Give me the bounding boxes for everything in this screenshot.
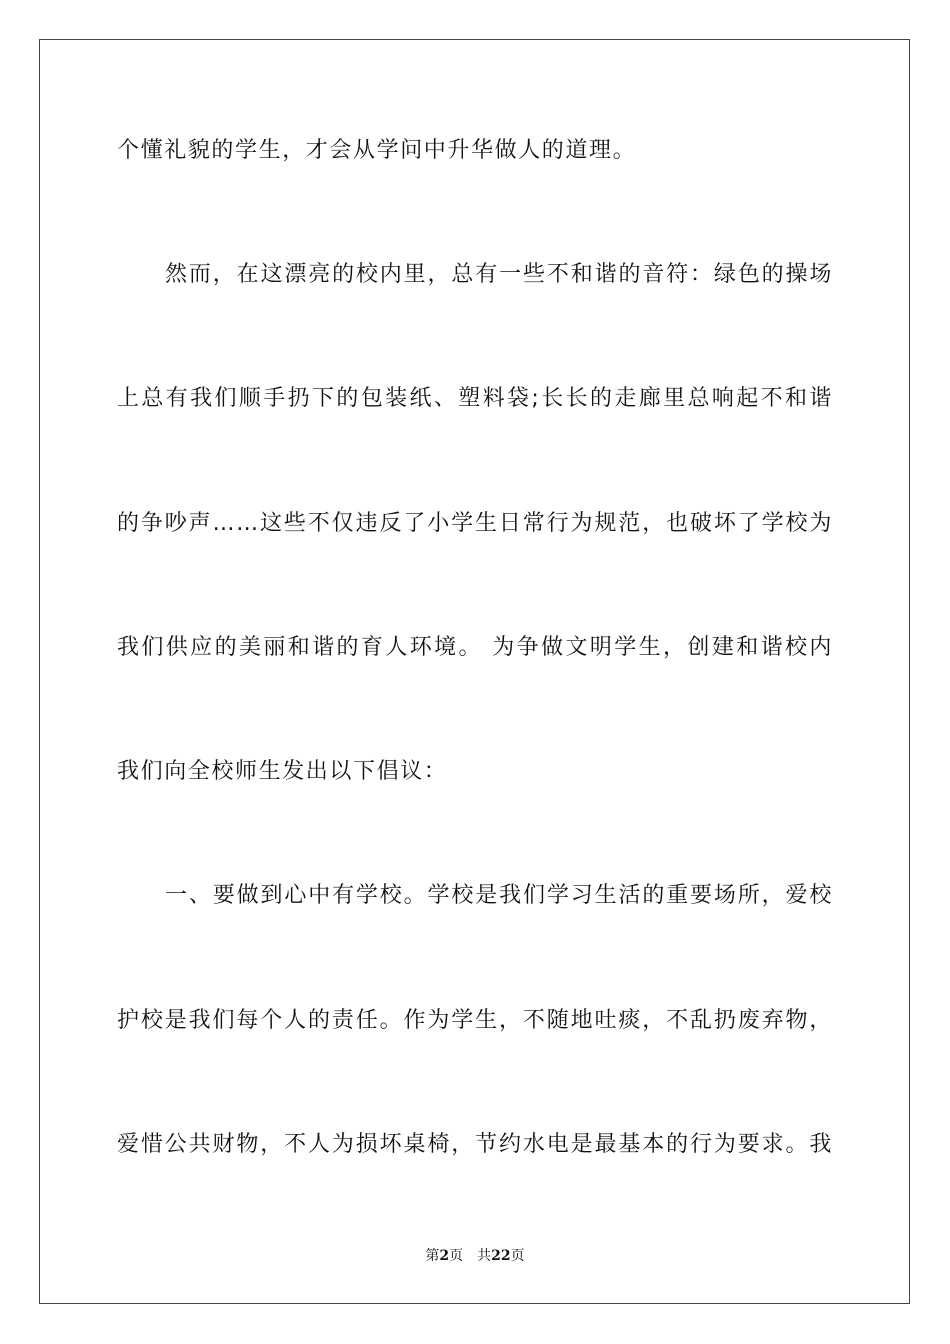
page-border (39, 39, 910, 1304)
text-line: 个懂礼貌的学生，才会从学问中升华做人的道理。 (117, 138, 637, 163)
total-prefix: 共 (477, 1248, 492, 1264)
total-suffix: 页 (510, 1248, 525, 1264)
page-prefix: 第 (425, 1248, 440, 1264)
text-line: 我们向全校师生发出以下倡议： (117, 759, 448, 784)
text-line: 爱惜公共财物，不人为损坏桌椅，节约水电是最基本的行为要求。我 (117, 1132, 833, 1157)
text-line: 我们供应的美丽和谐的育人环境。 为争做文明学生，创建和谐校内 (117, 635, 833, 660)
total-page-count: 22 (491, 1248, 511, 1264)
text-line: 一、要做到心中有学校。学校是我们学习生活的重要场所，爱校 (165, 883, 833, 908)
page-suffix: 页 (449, 1248, 464, 1264)
text-line: 然而，在这漂亮的校内里，总有一些不和谐的音符：绿色的操场 (165, 262, 833, 287)
text-line: 的争吵声……这些不仅违反了小学生日常行为规范，也破坏了学校为 (117, 511, 833, 536)
text-line: 护校是我们每个人的责任。作为学生，不随地吐痰，不乱扔废弃物， (117, 1008, 833, 1033)
current-page-number: 2 (439, 1248, 450, 1264)
text-line: 上总有我们顺手扔下的包装纸、塑料袋;长长的走廊里总响起不和谐 (117, 386, 833, 411)
page-number-footer (0, 1247, 950, 1265)
